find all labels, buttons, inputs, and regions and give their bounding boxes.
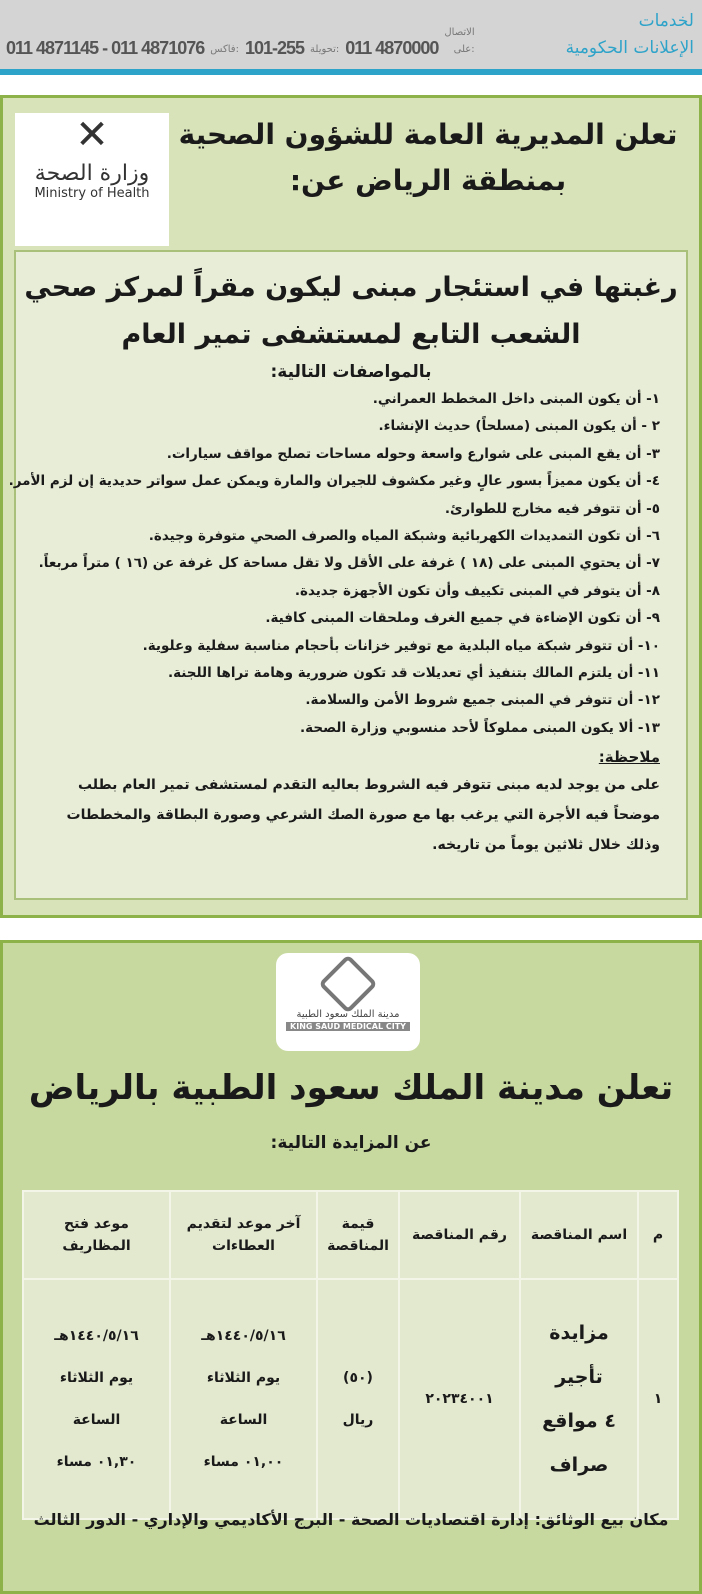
spec-item: ١١- أن يلتزم المالك بتنفيذ أي تعديلات قد تكون ضرورية وهامة تراها اللجنة. [167,665,660,682]
spec-item: ٦- أن تكون التمديدات الكهربائية وشبكة المياه والصرف الصحي متوفرة وجيدة. [148,528,660,545]
ksmc-logo [276,953,420,1051]
ext-number: 101-255 [244,38,305,58]
phone-number: 011 4870000 [345,38,439,58]
brand-line1: لخدمات [638,11,694,31]
logo-en: KING SAUD MEDICAL CITY [286,1022,410,1031]
logo-en: Ministry of Health [34,186,150,201]
ad-body [8,250,688,900]
ad-title: تعلن مدينة الملك سعود الطبية بالرياض [28,1068,674,1108]
ad-subtitle: عن المزايدة التالية: [270,1133,432,1153]
ministry-ad [0,95,702,918]
col-deadline: آخر موعد لتقديم العطاءات [170,1191,317,1279]
cell-value: (٥٠) ريال [317,1279,399,1519]
spec-item: ٥- أن تتوفر فيه مخارج للطوارئ. [444,500,660,517]
header-banner [0,0,702,75]
ext-label: تحويلة: [310,44,340,55]
cell-name: مزايدة تأجير ٤ مواقع صراف [520,1279,638,1519]
documents-location: مكان بيع الوثائق: إدارة اقتصاديات الصحة - البرج الأكاديمي والإداري - الدور الثالث [33,1510,669,1529]
fax-label: فاكس: [210,44,239,55]
spec-list [8,386,686,742]
brand-line2: الإعلانات الحكومية [565,38,694,58]
contact-row [6,26,475,60]
col-value: قيمة المناقصة [317,1191,399,1279]
col-name: اسم المناقصة [520,1191,638,1279]
palm-swords-icon: ✕ [75,112,109,158]
contact-label: الاتصال [444,27,475,38]
ministry-logo [15,113,169,246]
spec-item: ١٣- ألا يكون المبنى مملوكاً لأحد منسوبي وزارة الصحة. [300,719,660,736]
spec-heading: بالمواصفات التالية: [270,362,432,382]
spec-item: ١٠- أن تتوفر شبكة مياه البلدية مع توفير خزانات بأحجام مناسبة سفلية وعلوية. [142,637,660,654]
note-label: ملاحظة: [598,748,660,767]
col-number: رقم المناقصة [399,1191,520,1279]
spec-item: ١٢- أن تتوفر في المبنى جميع شروط الأمن والسلامة. [305,692,660,709]
table-header [23,1191,678,1279]
spec-item: ٢ - أن يكون المبنى (مسلحاً) حديث الإنشاء. [378,418,660,435]
col-opening: موعد فتح المظاريف [23,1191,170,1279]
spec-item: ٣- أن يقع المبنى على شوارع واسعة وحوله مساحات تصلح مواقف سيارات. [166,445,660,462]
contact-label-group [444,26,474,60]
fax-number: 011 4871145 - 011 4871076 [6,38,205,58]
spec-item: ٧- أن يحتوي المبنى على (١٨ ) غرفة على الأقل ولا تقل مساحة كل غرفة عن (١٦ ) متراً مربعاً. [38,555,660,572]
spec-item: ٨- أن يتوفر في المبنى تكييف وأن تكون الأجهزة جديدة. [294,582,660,599]
spec-item: ١- أن يكون المبنى داخل المخطط العمراني. [372,391,660,407]
auction-table [22,1190,679,1520]
logo-ar: مدينة الملك سعود الطبية [296,1009,400,1020]
col-index: م [638,1191,678,1279]
cell-opening: ١٤٤٠/٥/١٦هـ يوم الثلاثاء الساعة ٠١,٣٠ مساء [23,1279,170,1519]
ksmc-ad [0,940,702,1594]
on-label: على: [453,44,475,55]
spec-item: ٤- أن يكون مميزاً بسور عالٍ وغير مكشوف للجيران والمارة ويمكن عمل سواتر حديدية إن لزم الأمر. [8,473,660,490]
ad-title: تعلن المديرية العامة للشؤون الصحية بمنطقة الرياض عن: [178,118,678,197]
cell-index: ١ [638,1279,678,1519]
ksmc-emblem-icon [318,954,377,1013]
brand [566,8,694,62]
spec-item: ٩- أن تكون الإضاءة في جميع الغرف وملحقات المبنى كافية. [265,610,660,627]
note-text: على من يوجد لديه مبنى تتوفر فيه الشروط بعاليه التقدم لمستشفى تمير العام بطلب موضحاً فيه الأجرة التي يرغب بها مع صورة الصك الشرعي وصورة البطاقة والمخططات وذلك خلال ثلاثين يوماً من تاريخه. [66,777,660,854]
logo-ar: وزارة الصحة [34,161,150,186]
cell-deadline: ١٤٤٠/٥/١٦هـ يوم الثلاثاء الساعة ٠١,٠٠ مساء [170,1279,317,1519]
cell-number: ٢٠٢٣٤٠٠١ [399,1279,520,1519]
ad-subtitle: رغبتها في استئجار مبنى ليكون مقراً لمركز صحي الشعب التابع لمستشفى تمير العام [24,272,678,350]
table-row [23,1279,678,1519]
